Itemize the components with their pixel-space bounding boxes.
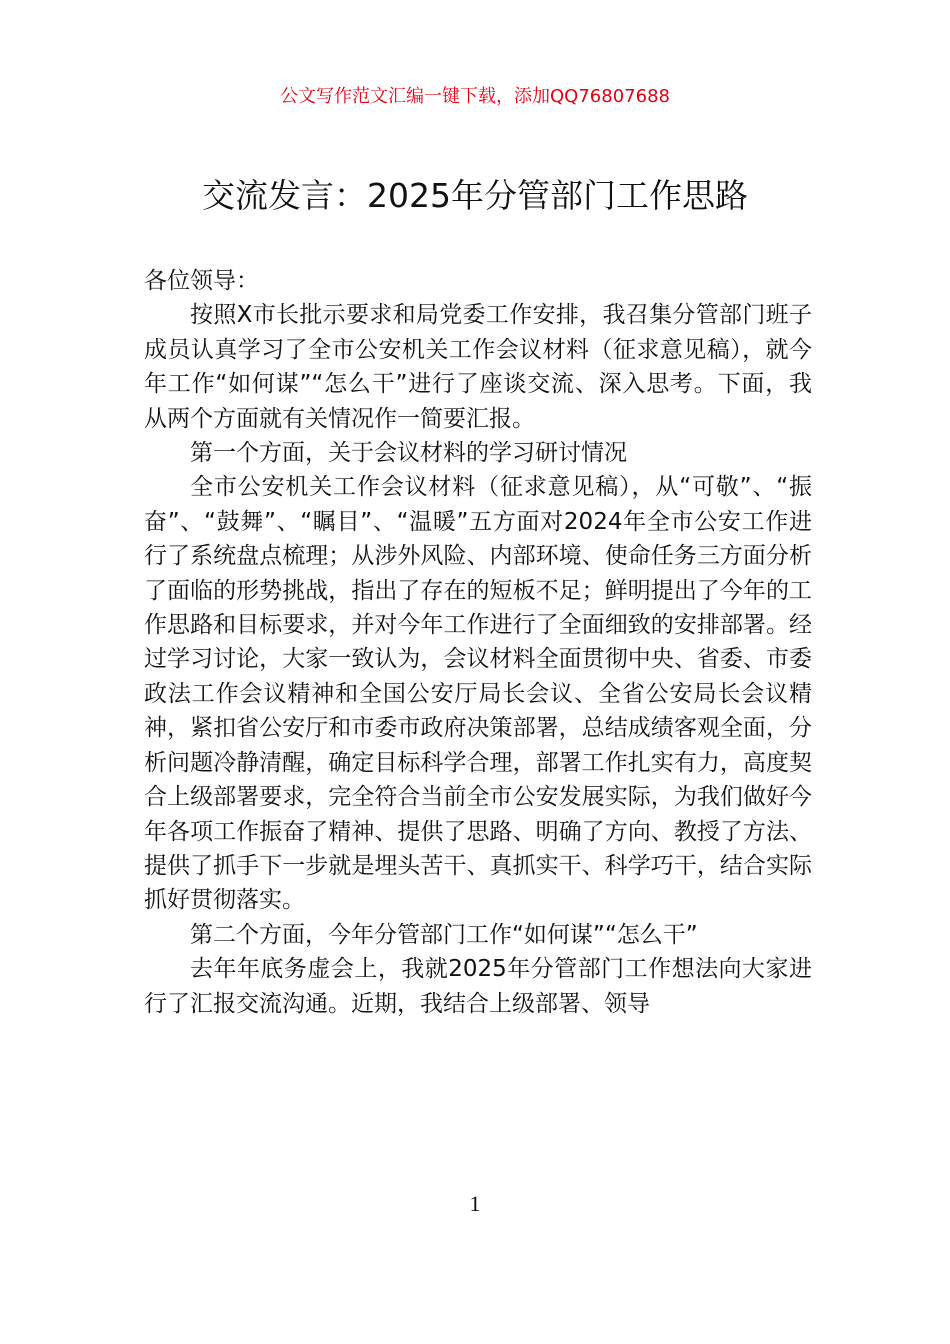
document-title: 交流发言：2025年分管部门工作思路	[202, 176, 748, 215]
paragraph-section-1: 全市公安机关工作会议材料（征求意见稿），从“可敬”、“振奋”、“鼓舞”、“瞩目”、“温暖”五方面对2024年全市公安工作进行了系统盘点梳理；从涉外风险、内部环境、使命任务三方面分析了面临的形势挑战，指出了存在的短板不足；鲜明提出了今年的工作思路和目标要求，并对今年工作进行了全面细致的安排部署。经过学习讨论，大家一致认为，会议材料全面贯彻中央、省委、市委政法工作会议精神和全国公安厅局长会议、全省公安局长会议精神，紧扣省公安厅和市委市政府决策部署，总结成绩客观全面，分析问题冷静清醒，确定目标科学合理，部署工作扎实有力，高度契合上级部署要求，完全符合当前全市公安发展实际，为我们做好今年各项工作振奋了精神、提供了思路、明确了方向、教授了方法、提供了抓手下一步就是埋头苦干、真抓实干、科学巧干，结合实际抓好贯彻落实。	[144, 474, 812, 914]
salutation: 各位领导：	[144, 268, 259, 294]
document-body	[144, 264, 812, 1021]
page-number: 1	[469, 1191, 481, 1216]
section-heading-1: 第一个方面，关于会议材料的学习研讨情况	[190, 440, 627, 467]
header-banner: 公文写作范文汇编一键下载，添加QQ76807688	[280, 86, 670, 107]
section-heading-2: 第二个方面，今年分管部门工作“如何谋”“怎么干”	[190, 921, 698, 948]
paragraph-intro: 按照X市长批示要求和局党委工作安排，我召集分管部门班子成员认真学习了全市公安机关工作会议材料（征求意见稿），就今年工作“如何谋”“怎么干”进行了座谈交流、深入思考。下面，我从两个方面就有关情况作一简要汇报。	[144, 302, 812, 432]
paragraph-section-2: 去年年底务虚会上，我就2025年分管部门工作想法向大家进行了汇报交流沟通。近期，我结合上级部署、领导	[144, 956, 812, 1017]
